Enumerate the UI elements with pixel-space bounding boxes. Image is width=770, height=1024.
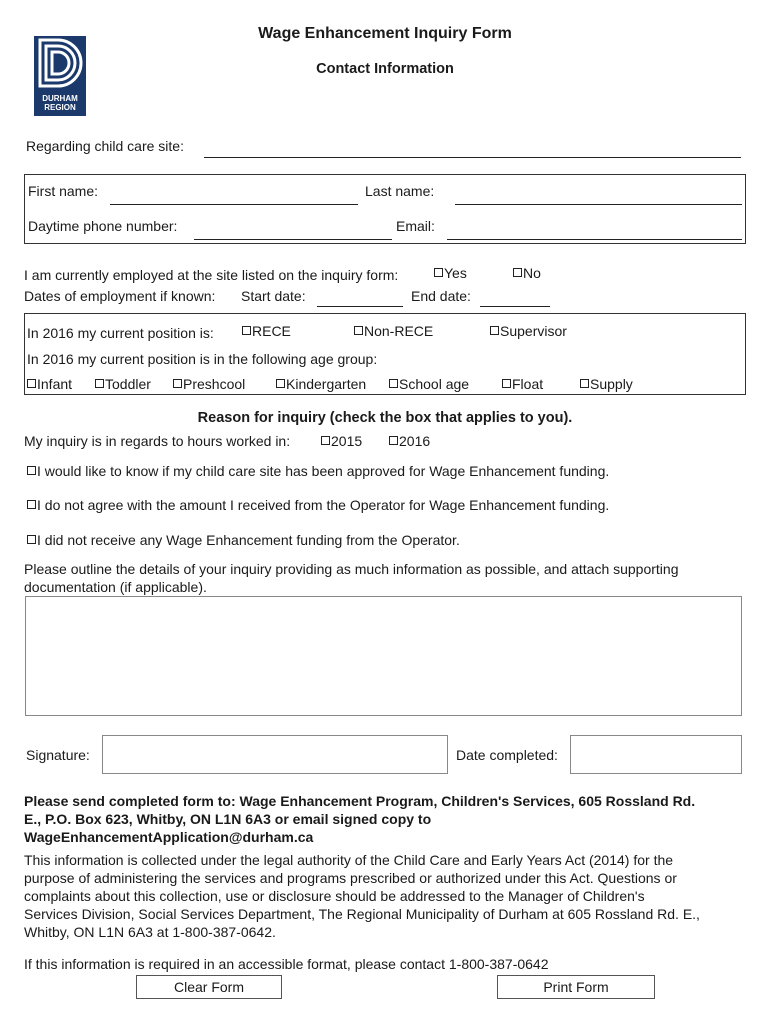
email-input[interactable] bbox=[447, 239, 742, 240]
clear-form-button[interactable]: Clear Form bbox=[136, 975, 282, 999]
checkbox-icon bbox=[580, 379, 589, 388]
details-instruction-line2: documentation (if applicable). bbox=[24, 579, 207, 595]
site-label: Regarding child care site: bbox=[26, 138, 184, 154]
position-non-rece-checkbox[interactable] bbox=[354, 323, 433, 339]
age-float-checkbox[interactable] bbox=[502, 376, 543, 392]
year-2015-label: 2015 bbox=[331, 433, 363, 449]
start-date-label: Start date: bbox=[241, 288, 306, 304]
toddler-label: Toddler bbox=[105, 376, 151, 392]
reason-disagree-label: I do not agree with the amount I received from the Operator for Wage Enhancement funding. bbox=[37, 497, 610, 513]
age-kindergarten-checkbox[interactable] bbox=[276, 376, 366, 392]
checkbox-icon bbox=[242, 326, 251, 335]
legal-line-3: complaints about this collection, use or disclosure should be addressed to the Manager of Children's bbox=[24, 888, 645, 904]
dates-label: Dates of employment if known: bbox=[24, 288, 216, 304]
checkbox-icon bbox=[276, 379, 285, 388]
checkbox-icon bbox=[27, 379, 36, 388]
year-2015-checkbox[interactable] bbox=[321, 433, 362, 449]
checkbox-icon bbox=[173, 379, 182, 388]
supply-label: Supply bbox=[590, 376, 633, 392]
send-line-2: E., P.O. Box 623, Whitby, ON L1N 6A3 or email signed copy to bbox=[24, 811, 432, 827]
start-date-input[interactable] bbox=[317, 306, 403, 307]
supervisor-label: Supervisor bbox=[500, 323, 567, 339]
date-completed-label: Date completed: bbox=[456, 747, 558, 763]
checkbox-icon bbox=[354, 326, 363, 335]
details-instruction-line1: Please outline the details of your inquiry providing as much information as possible, and attach supporting bbox=[24, 561, 679, 577]
date-completed-input[interactable] bbox=[570, 735, 742, 774]
reason-approved-checkbox[interactable] bbox=[27, 463, 609, 479]
kindergarten-label: Kindergarten bbox=[286, 376, 367, 392]
site-input[interactable] bbox=[204, 157, 741, 158]
rece-label: RECE bbox=[252, 323, 291, 339]
employed-no-checkbox[interactable] bbox=[513, 265, 541, 281]
hours-label: My inquiry is in regards to hours worked in: bbox=[24, 433, 291, 449]
signature-label: Signature: bbox=[26, 747, 90, 763]
employment-question: I am currently employed at the site listed on the inquiry form: bbox=[24, 267, 399, 283]
year-2016-label: 2016 bbox=[399, 433, 431, 449]
age-school-age-checkbox[interactable] bbox=[389, 376, 469, 392]
reason-not-received-checkbox[interactable] bbox=[27, 532, 460, 548]
phone-input[interactable] bbox=[194, 239, 392, 240]
checkbox-icon bbox=[95, 379, 104, 388]
checkbox-icon bbox=[434, 268, 443, 277]
reason-approved-label: I would like to know if my child care site has been approved for Wage Enhancement funding. bbox=[37, 463, 610, 479]
legal-line-2: purpose of administering the services and programs prescribed or authorized under this Act. Questions or bbox=[24, 870, 677, 886]
accessible-format-notice: If this information is required in an accessible format, please contact 1-800-387-0642 bbox=[24, 956, 549, 972]
checkbox-icon bbox=[490, 326, 499, 335]
checkbox-icon bbox=[389, 436, 398, 445]
form-title: Wage Enhancement Inquiry Form bbox=[258, 25, 512, 42]
checkbox-icon bbox=[321, 436, 330, 445]
email-address: WageEnhancementApplication@durham.ca bbox=[24, 829, 314, 845]
email-label: Email: bbox=[396, 218, 435, 234]
yes-label: Yes bbox=[444, 265, 467, 281]
year-2016-checkbox[interactable] bbox=[389, 433, 430, 449]
float-label: Float bbox=[512, 376, 544, 392]
checkbox-icon bbox=[513, 268, 522, 277]
details-textarea[interactable] bbox=[25, 596, 742, 716]
legal-notice bbox=[24, 851, 750, 941]
phone-label: Daytime phone number: bbox=[28, 218, 178, 234]
age-toddler-checkbox[interactable] bbox=[95, 376, 151, 392]
signature-input[interactable] bbox=[102, 735, 448, 774]
end-date-label: End date: bbox=[411, 288, 471, 304]
last-name-label: Last name: bbox=[365, 183, 435, 199]
end-date-input[interactable] bbox=[480, 306, 550, 307]
school-age-label: School age bbox=[399, 376, 470, 392]
logo-text-region: REGION bbox=[44, 103, 76, 112]
position-supervisor-checkbox[interactable] bbox=[490, 323, 567, 339]
infant-label: Infant bbox=[37, 376, 73, 392]
legal-line-4: Services Division, Social Services Department, The Regional Municipality of Durham at 605 Rossland Rd. E., bbox=[24, 906, 700, 922]
age-group-label: In 2016 my current position is in the following age group: bbox=[27, 351, 378, 367]
checkbox-icon bbox=[502, 379, 511, 388]
non-rece-label: Non-RECE bbox=[364, 323, 434, 339]
section-title-contact: Contact Information bbox=[316, 61, 454, 77]
legal-line-1: This information is collected under the legal authority of the Child Care and Early Years Act (2014) for the bbox=[24, 852, 674, 868]
position-rece-checkbox[interactable] bbox=[242, 323, 291, 339]
age-supply-checkbox[interactable] bbox=[580, 376, 633, 392]
checkbox-icon bbox=[27, 466, 36, 475]
preschool-label: Preshcool bbox=[183, 376, 246, 392]
no-label: No bbox=[523, 265, 541, 281]
print-form-button[interactable]: Print Form bbox=[497, 975, 655, 999]
checkbox-icon bbox=[27, 500, 36, 509]
send-instruction bbox=[24, 792, 750, 846]
first-name-input[interactable] bbox=[110, 204, 358, 205]
first-name-label: First name: bbox=[28, 183, 99, 199]
position-label: In 2016 my current position is: bbox=[27, 325, 214, 341]
reason-heading: Reason for inquiry (check the box that applies to you). bbox=[197, 410, 573, 426]
checkbox-icon bbox=[389, 379, 398, 388]
age-infant-checkbox[interactable] bbox=[27, 376, 72, 392]
last-name-input[interactable] bbox=[455, 204, 742, 205]
send-line-1: Please send completed form to: Wage Enhancement Program, Children's Services, 605 Rossland Rd. bbox=[24, 793, 696, 809]
reason-disagree-checkbox[interactable] bbox=[27, 497, 609, 513]
legal-line-5: Whitby, ON L1N 6A3 at 1-800-387-0642. bbox=[24, 924, 276, 940]
checkbox-icon bbox=[27, 535, 36, 544]
reason-not-received-label: I did not receive any Wage Enhancement funding from the Operator. bbox=[37, 532, 460, 548]
employed-yes-checkbox[interactable] bbox=[434, 265, 467, 281]
age-preschool-checkbox[interactable] bbox=[173, 376, 245, 392]
logo-text-durham: DURHAM bbox=[42, 94, 78, 103]
